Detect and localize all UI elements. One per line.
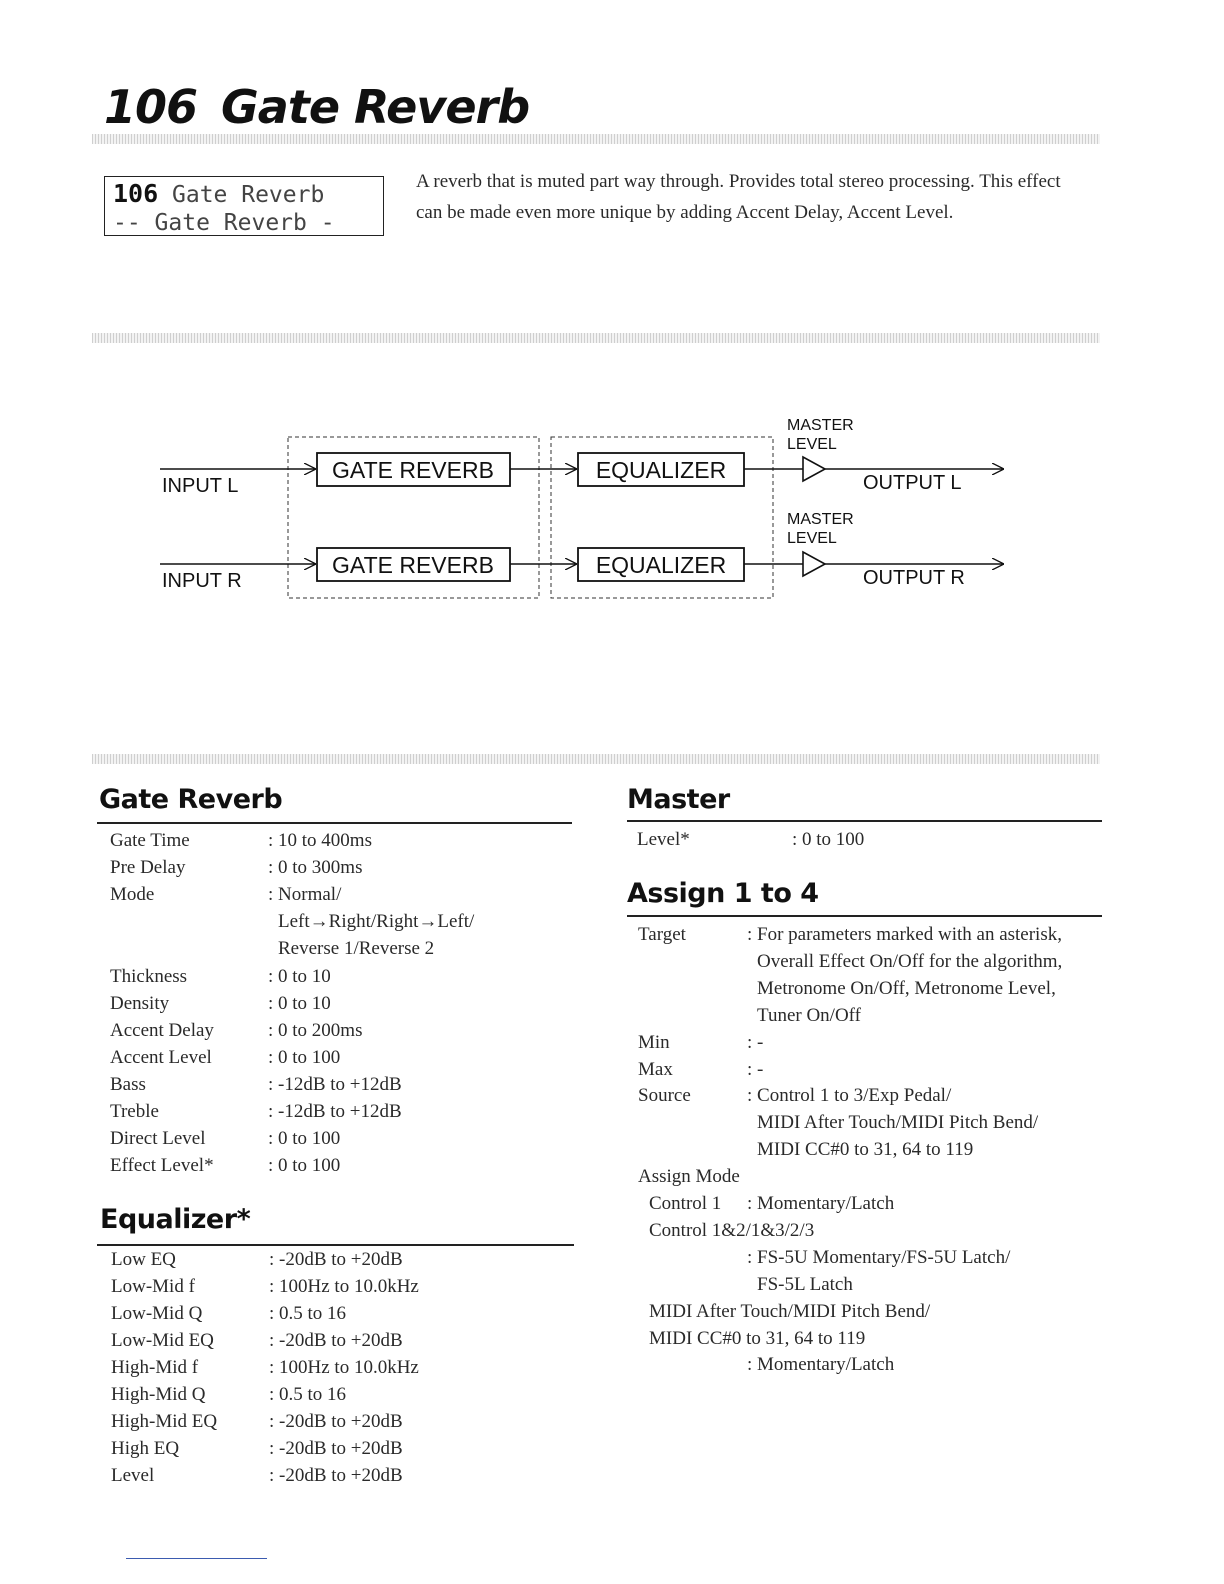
gate-reverb-param-list	[110, 830, 570, 1190]
param-name: Treble	[110, 1101, 159, 1122]
param-value: Overall Effect On/Off for the algorithm,	[757, 950, 1063, 972]
input-l-label: INPUT L	[162, 475, 239, 497]
param-name: High-Mid f	[111, 1357, 199, 1378]
param-value: : -20dB to +20dB	[269, 1411, 403, 1432]
param-name: Gate Time	[110, 830, 190, 851]
param-name: Assign Mode	[638, 1166, 740, 1188]
param-value: : -20dB to +20dB	[269, 1330, 403, 1351]
param-name: High-Mid EQ	[111, 1411, 218, 1432]
param-value: : Momentary/Latch	[747, 1354, 895, 1376]
assign-param-list	[638, 924, 1098, 1384]
param-value: : For parameters marked with an asterisk,	[747, 924, 1062, 945]
param-value: : FS-5U Momentary/FS-5U Latch/	[747, 1246, 1011, 1268]
param-value: : 0 to 10	[268, 965, 331, 987]
param-name: Mode	[110, 884, 155, 906]
param-name: Bass	[110, 1073, 146, 1095]
diagram-top-band	[92, 333, 1100, 343]
param-value: Reverse 1/Reverse 2	[278, 938, 435, 960]
effect-description: A reverb that is muted part way through. Provides total stereo processing. This effect can be made even more unique by adding Accent Delay, Accent Level.	[416, 171, 1061, 223]
params-top-band	[92, 754, 1100, 764]
param-value: Left→Right/Right→Left/	[278, 911, 475, 933]
param-name: MIDI CC#0 to 31, 64 to 119	[649, 1327, 866, 1349]
param-value: : Normal/	[268, 884, 342, 906]
param-value: MIDI CC#0 to 31, 64 to 119	[757, 1139, 974, 1161]
param-value: : 0.5 to 16	[269, 1303, 347, 1324]
equalizer-rule	[97, 1244, 574, 1246]
param-name: Thickness	[110, 965, 188, 987]
param-name: Accent Delay	[110, 1019, 214, 1041]
input-r-label: INPUT R	[162, 570, 242, 592]
gate-reverb-label-r: GATE REVERB	[332, 552, 494, 578]
param-value: : 0 to 100	[268, 1128, 341, 1150]
param-value: : -	[747, 1031, 764, 1053]
param-value: Tuner On/Off	[757, 1004, 861, 1026]
param-value: : Momentary/Latch	[747, 1193, 895, 1214]
param-value: : 0 to 100	[792, 829, 865, 850]
equalizer-heading: Equalizer*	[100, 1204, 251, 1235]
param-value: MIDI After Touch/MIDI Pitch Bend/	[757, 1112, 1039, 1134]
param-name: Pre Delay	[110, 857, 186, 879]
master-rule	[627, 820, 1102, 822]
param-value: : -	[747, 1058, 764, 1080]
master-heading: Master	[627, 784, 730, 815]
gate-reverb-label-l: GATE REVERB	[332, 457, 494, 483]
param-name: High-Mid Q	[111, 1384, 206, 1405]
level-label-l: LEVEL	[787, 436, 837, 453]
signal-flow-diagram	[0, 400, 1224, 640]
equalizer-label-l: EQUALIZER	[595, 457, 727, 483]
page-title	[104, 80, 529, 134]
lcd-number: 106	[113, 179, 159, 208]
param-name: Min	[638, 1031, 670, 1053]
title-band	[92, 134, 1100, 144]
param-value: : -20dB to +20dB	[269, 1438, 403, 1459]
param-name: Low-Mid EQ	[111, 1330, 214, 1351]
param-name: Max	[638, 1058, 673, 1080]
param-name: Direct Level	[110, 1128, 206, 1150]
param-value: : 0 to 10	[268, 992, 331, 1014]
param-name: High EQ	[111, 1438, 180, 1459]
param-value: : 100Hz to 10.0kHz	[269, 1276, 419, 1297]
param-value: : 100Hz to 10.0kHz	[269, 1357, 419, 1378]
param-value: : 0.5 to 16	[269, 1384, 347, 1405]
param-value: : 10 to 400ms	[268, 830, 372, 851]
param-value: : 0 to 100	[268, 1155, 341, 1177]
param-name: Low-Mid f	[111, 1276, 195, 1297]
param-value: Metronome On/Off, Metronome Level,	[757, 977, 1056, 999]
param-value: : Control 1 to 3/Exp Pedal/	[747, 1085, 952, 1107]
param-name: Source	[638, 1085, 691, 1107]
master-level-amp-l	[803, 457, 825, 481]
param-name: Level	[111, 1465, 155, 1486]
equalizer-label-r: EQUALIZER	[595, 552, 727, 578]
assign-rule	[627, 915, 1102, 917]
output-l-label: OUTPUT L	[863, 472, 962, 494]
output-r-label: OUTPUT R	[863, 567, 965, 589]
gate-reverb-heading: Gate Reverb	[99, 784, 283, 815]
param-name: Accent Level	[110, 1046, 212, 1068]
master-label-r: MASTER	[787, 511, 854, 528]
equalizer-param-list	[111, 1249, 571, 1499]
param-value: : -20dB to +20dB	[269, 1249, 403, 1270]
param-name: Effect Level*	[110, 1155, 214, 1177]
param-value: : -12dB to +12dB	[268, 1073, 402, 1095]
param-name: Level*	[637, 829, 690, 850]
footer-line	[126, 1558, 267, 1559]
master-label-l: MASTER	[787, 417, 854, 434]
param-value: : 0 to 200ms	[268, 1019, 363, 1041]
param-value: : 0 to 100	[268, 1046, 341, 1068]
master-level-amp-r	[803, 552, 825, 576]
param-value: : 0 to 300ms	[268, 857, 363, 879]
param-name: Target	[638, 924, 686, 945]
param-value: : -20dB to +20dB	[269, 1465, 403, 1486]
param-name: Density	[110, 992, 170, 1014]
param-value: : -12dB to +12dB	[268, 1101, 402, 1122]
effect-title: Gate Reverb	[221, 80, 530, 134]
lcd-line-1: Gate Reverb	[158, 182, 325, 208]
assign-heading: Assign 1 to 4	[627, 878, 819, 909]
param-name: MIDI After Touch/MIDI Pitch Bend/	[649, 1300, 931, 1322]
param-name: Control 1&2/1&3/2/3	[649, 1219, 815, 1241]
lcd-line-2: -- Gate Reverb -	[113, 210, 335, 236]
param-value: FS-5L Latch	[757, 1273, 853, 1295]
master-param-list	[637, 829, 1097, 859]
effect-number: 106	[104, 80, 198, 134]
gate-reverb-rule	[97, 822, 572, 824]
param-name: Control 1	[649, 1193, 722, 1214]
param-name: Low-Mid Q	[111, 1303, 203, 1324]
level-label-r: LEVEL	[787, 530, 837, 547]
lcd-display	[104, 176, 384, 236]
param-name: Low EQ	[111, 1249, 176, 1270]
